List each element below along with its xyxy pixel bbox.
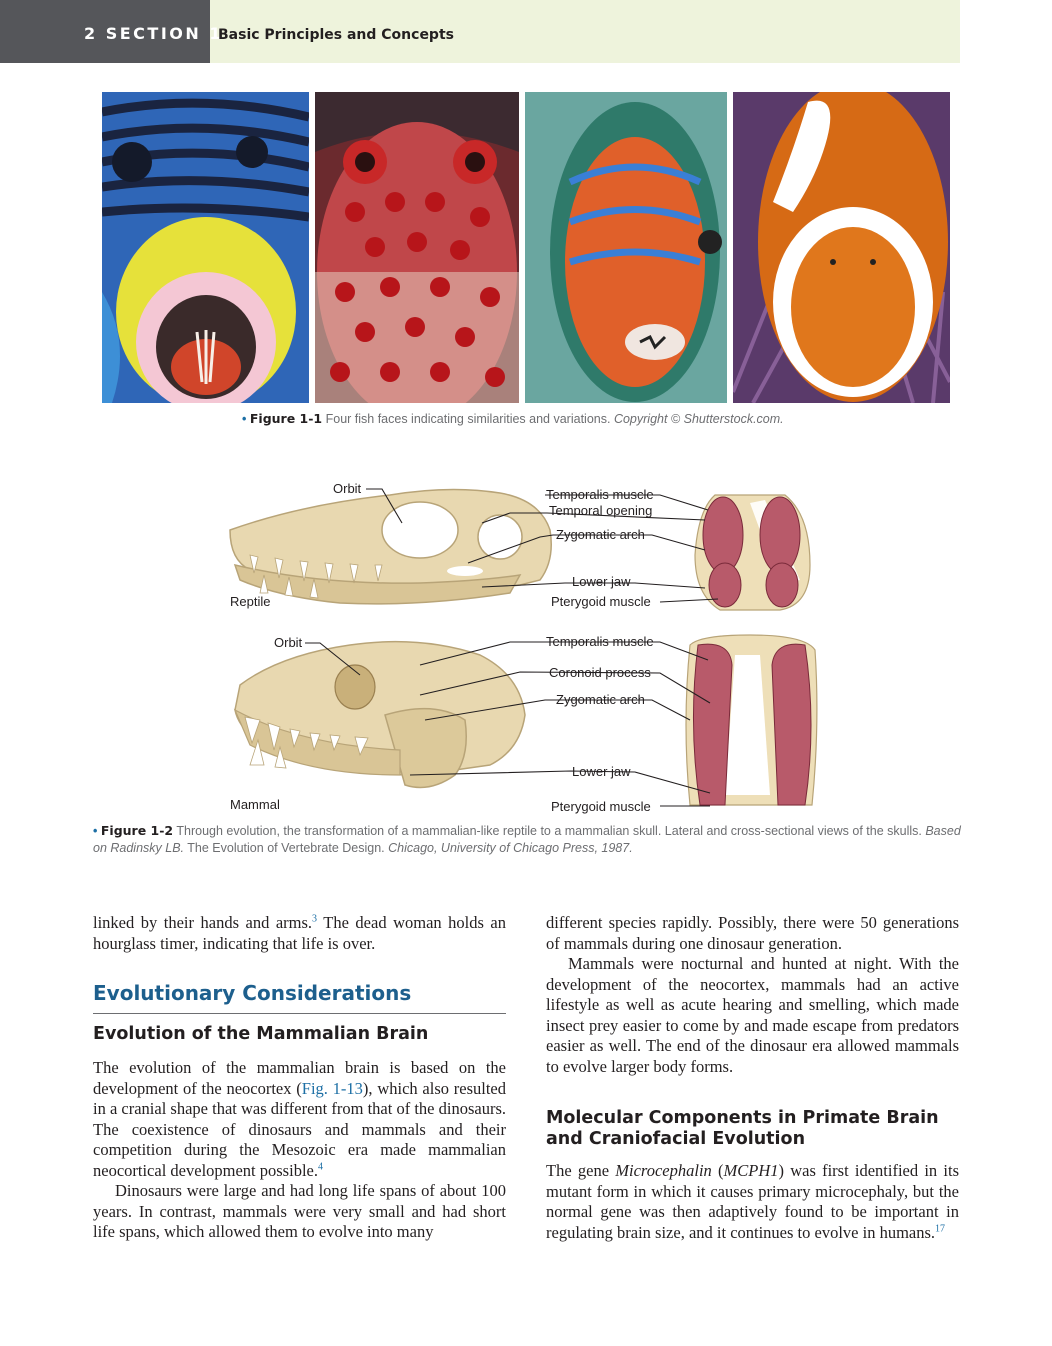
gene-text-b: (: [711, 1161, 724, 1180]
fish-photo-3: [525, 92, 727, 403]
figure-1-2-caption: [93, 822, 963, 857]
label-orbit-mammal: Orbit: [274, 635, 303, 650]
left-column-body: [93, 1058, 506, 1243]
figure-1-1-credit: Copyright © Shutterstock.com.: [613, 412, 784, 426]
figure-ref-link[interactable]: Fig. 1-13: [301, 1078, 363, 1098]
label-temporalis-reptile: Temporalis muscle: [546, 487, 654, 502]
section-label: 2 SECTION 1: [84, 24, 223, 43]
intro-text-a: linked by their hands and arms.: [93, 913, 313, 932]
figure-1-1-text: Four fish faces indicating similarities and variations.: [325, 412, 611, 426]
heading-rule: [93, 1013, 506, 1014]
fish-photo-2: [315, 92, 519, 403]
gene-text-a: The gene: [546, 1161, 616, 1180]
label-orbit-reptile: Orbit: [333, 481, 362, 496]
label-zygomatic-reptile: Zygomatic arch: [556, 527, 645, 542]
gene-text-c: ) was first identified in its mutant form in which it causes primary microcephaly, but the normal gene was then adaptively found to be important in regulating brain size, and it continues to evolve in humans.: [546, 1161, 959, 1242]
para-text-b: ), which also resulted in a cranial shape that was different from that of the dinosaurs. The coexistence of dinosaurs and mammals and their competition during the Mesozoic era made mammalian neocortical development possible.: [93, 1078, 506, 1180]
fish-photo-1: [102, 92, 309, 403]
reptile-skull: [230, 489, 551, 603]
left-column-intro: [93, 913, 506, 954]
reptile-cross-section: [695, 495, 810, 610]
label-coronoid: Coronoid process: [549, 665, 651, 680]
heading-mammalian-brain: Evolution of the Mammalian Brain: [93, 1024, 429, 1044]
figure-1-2-credit-a: Based on Radinsky LB.: [93, 824, 961, 855]
footnote-ref-4[interactable]: 4: [317, 1161, 323, 1172]
footnote-ref-17[interactable]: 17: [935, 1223, 946, 1234]
intro-text-b: The dead woman holds an hourglass timer, indicating that life is over.: [93, 913, 506, 953]
heading-molecular-components: Molecular Components in Primate Brain and Craniofacial Evolution: [546, 1108, 939, 1149]
heading-evolutionary-considerations: Evolutionary Considerations: [93, 981, 412, 1005]
caption-bullet: •: [93, 824, 98, 838]
label-mammal: Mammal: [230, 797, 280, 812]
figure-1-2-text: Through evolution, the transformation of a mammalian-like reptile to a mammalian skull. Lateral and cross-sectional views of the skulls.: [176, 824, 922, 838]
label-reptile: Reptile: [230, 594, 271, 609]
right-column-body: [546, 913, 959, 1077]
mammal-cross-section: [686, 635, 817, 805]
figure-1-1-label: Figure 1-1: [249, 411, 323, 426]
para-text-a: The evolution of the mammalian brain is based on the development of the neocortex (: [93, 1058, 506, 1098]
paragraph-nocturnal: Mammals were nocturnal and hunted at night. With the development of the neocortex, mammals had an active lifestyle as well as acute hearing and smelling, which made insect prey easier to come by and made escape from predators easier as well. The end of the dinosaur era allowed mammals to evolve larger body forms.: [546, 954, 959, 1076]
running-title: Basic Principles and Concepts: [218, 27, 454, 43]
label-pterygoid-mammal: Pterygoid muscle: [551, 799, 651, 814]
label-zygomatic-mammal: Zygomatic arch: [556, 692, 645, 707]
figure-1-2-credit-b: The Evolution of Vertebrate Design.: [187, 841, 385, 855]
gene-name: Microcephalin: [615, 1161, 712, 1180]
mammal-skull: [235, 642, 525, 788]
paragraph-mammalian-brain: [93, 1058, 506, 1181]
label-lower-jaw-reptile: Lower jaw: [572, 574, 631, 589]
right-column-gene: [546, 1161, 959, 1243]
label-temporal-opening: Temporal opening: [549, 503, 653, 518]
figure-1-2-credit-c: Chicago, University of Chicago Press, 1987.: [388, 841, 633, 855]
paragraph-microcephalin: [546, 1161, 959, 1243]
caption-bullet: •: [242, 412, 247, 426]
figure-1-2-label: Figure 1-2: [100, 823, 174, 838]
paragraph-generations: different species rapidly. Possibly, there were 50 generations of mammals during one dinosaur generation.: [546, 913, 959, 953]
label-lower-jaw-mammal: Lower jaw: [572, 764, 631, 779]
figure-1-1-caption: [242, 410, 784, 428]
gene-abbr: MCPH1: [723, 1161, 779, 1180]
footnote-ref-3[interactable]: 3: [312, 913, 318, 925]
paragraph-dinosaurs: Dinosaurs were large and had long life spans of about 100 years. In contrast, mammals were very small and had short life spans, which allowed them to evolve into many: [93, 1181, 506, 1241]
label-pterygoid-reptile: Pterygoid muscle: [551, 594, 651, 609]
skull-evolution-diagram: [220, 475, 840, 820]
fish-photo-4: [733, 92, 950, 403]
label-temporalis-mammal: Temporalis muscle: [546, 634, 654, 649]
